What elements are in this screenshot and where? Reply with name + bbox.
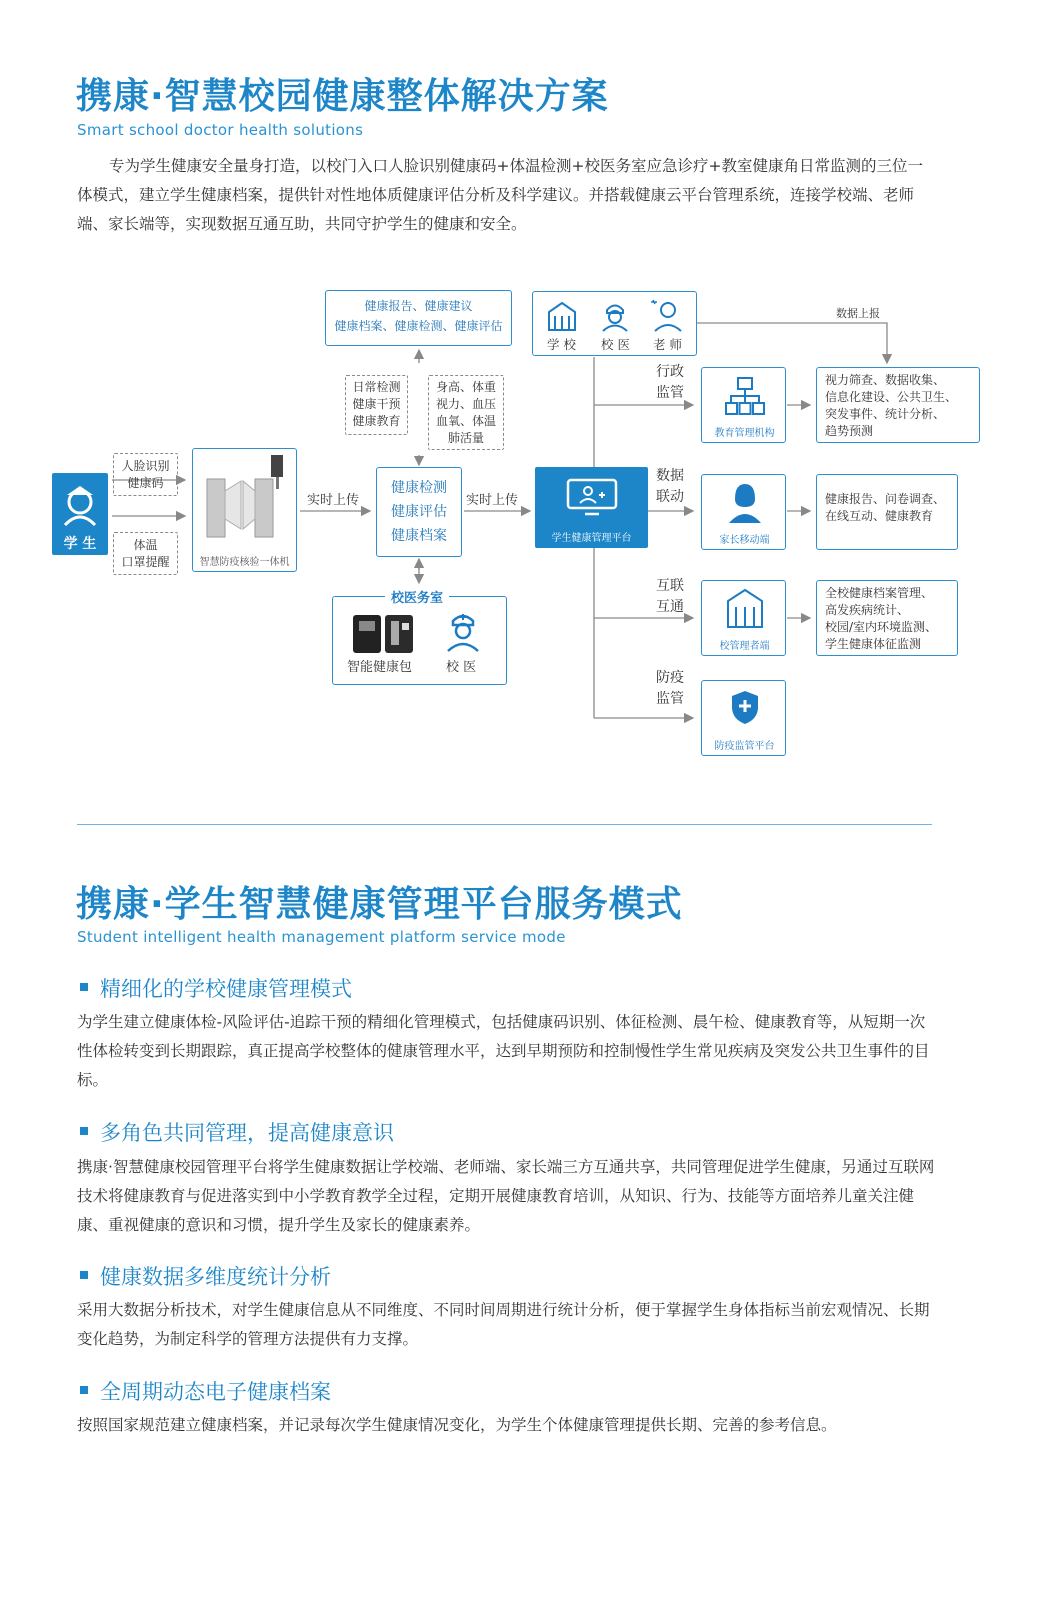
role-school: 学 校 <box>547 337 576 352</box>
daily-box <box>345 375 408 435</box>
section1-subtitle: Smart school doctor health solutions <box>77 121 364 139</box>
clinic-item-doctor: 校 医 <box>446 660 477 675</box>
desc-manager-2: 高发疾病统计、 <box>825 603 910 617</box>
desc-admin-3: 突发事件、统计分析、 <box>825 407 946 421</box>
desc-admin-2: 信息化建设、公共卫生、 <box>825 390 958 404</box>
item2-text: 携康·智慧健康校园管理平台将学生健康数据让学校端、老师端、家长端三方互通共享，共同管理促进学生健康，另通过互联网技术将健康教育与促进落实到中小学教育教学全过程，定期开展健康教育培训，从知识、行为、技能等方面培养儿童关注健康、重视健康的意识和习惯，提升学生及家长的健康素养。 <box>77 1158 935 1234</box>
item3-heading-text: 健康数据多维度统计分析 <box>100 1265 331 1289</box>
desc-manager <box>816 580 958 656</box>
daily-line2: 健康干预 <box>352 397 401 411</box>
desc-manager-3: 校园/室内环境监测、 <box>825 620 938 634</box>
doctor-icon <box>598 300 632 332</box>
branch-epidemic-label-1: 防疫 <box>656 670 684 686</box>
desc-manager-1: 全校健康档案管理、 <box>825 586 934 600</box>
shield-icon <box>730 689 760 725</box>
metrics-line4: 肺活量 <box>447 431 484 445</box>
role-teacher: 老 师 <box>653 337 682 352</box>
node-epidemic-caption: 防疫监管平台 <box>714 741 775 752</box>
center-health-box <box>376 467 462 557</box>
gate-caption: 智慧防疫核验一体机 <box>199 557 290 568</box>
node-education-bureau <box>701 367 786 443</box>
temp-mask-box <box>113 532 178 575</box>
item3-heading <box>80 1261 331 1291</box>
item2-heading <box>80 1117 394 1147</box>
upload-label-1: 实时上传 <box>307 493 360 508</box>
branch-interconnect-label-2: 互通 <box>656 599 684 615</box>
desc-admin <box>816 367 980 443</box>
face-id-box <box>113 453 178 496</box>
school-icon <box>545 300 579 332</box>
health-kit-icon <box>351 611 417 657</box>
metrics-line2: 视力、血压 <box>435 397 496 411</box>
clinic-box <box>332 591 507 685</box>
branch-admin-label-1: 行政 <box>656 364 684 380</box>
center-line1: 健康检测 <box>391 480 447 496</box>
section1-intro: 专为学生健康安全量身打造，以校门入口人脸识别健康码+体温检测+校医务室应急诊疗+教室健康角日常监测的三位一体模式，建立学生健康档案，提供针对性地体质健康评估分析及科学建议。并搭载健康云平台管理系统，连接学校端、老师端、家长端等，实现数据互通互助，共同守护学生的健康和安全。 <box>77 157 923 233</box>
section1-title: 携康·智慧校园健康整体解决方案 <box>76 76 609 117</box>
desc-manager-4: 学生健康体征监测 <box>825 637 922 651</box>
student-icon <box>52 473 108 529</box>
gate-node <box>192 448 297 572</box>
desc-parent-2: 在线互动、健康教育 <box>825 509 934 523</box>
face-id-line2: 健康码 <box>127 476 164 490</box>
node-epidemic-platform <box>701 680 786 756</box>
desc-admin-1: 视力筛查、数据收集、 <box>825 373 946 387</box>
item4-heading <box>80 1376 331 1406</box>
desc-parent-1: 健康报告、问卷调查、 <box>825 492 946 506</box>
bullet-square <box>80 1386 88 1394</box>
node-parent-caption: 家长移动端 <box>719 535 770 546</box>
roles-box <box>532 291 697 356</box>
clinic-item-kit: 智能健康包 <box>347 660 413 675</box>
role-doctor: 校 医 <box>601 337 630 352</box>
report-box <box>325 290 512 346</box>
metrics-box <box>428 375 504 450</box>
clinic-title: 校医务室 <box>385 587 449 606</box>
daily-line3: 健康教育 <box>352 414 401 428</box>
report-line1: 健康报告、健康建议 <box>364 299 473 313</box>
bullet-square <box>80 1127 88 1135</box>
temp-line2: 口罩提醒 <box>121 555 170 569</box>
temp-line1: 体温 <box>133 538 158 552</box>
branch-data-label <box>656 466 684 508</box>
item3-text: 采用大数据分析技术，对学生健康信息从不同维度、不同时间周期进行统计分析，便于掌握学生身体指标当前宏观情况、长期变化趋势，为制定科学的管理方法提供有力支撑。 <box>77 1301 930 1348</box>
arrow-data-report <box>697 323 887 363</box>
center-line2: 健康评估 <box>391 504 447 520</box>
daily-line1: 日常检测 <box>352 380 401 394</box>
desc-parent <box>816 474 958 550</box>
section2-subtitle: Student intelligent health management platform service mode <box>77 928 566 946</box>
upload-label-2: 实时上传 <box>466 493 519 508</box>
parent-icon <box>726 481 764 523</box>
node-school-manager <box>701 580 786 656</box>
metrics-line3: 血氧、体温 <box>435 414 496 428</box>
data-report-label: 数据上报 <box>836 307 880 320</box>
branch-interconnect-label <box>656 576 684 618</box>
item4-text: 按照国家规范建立健康档案，并记录每次学生健康情况变化，为学生个体健康管理提供长期、完善的参考信息。 <box>77 1416 837 1434</box>
item1-text: 为学生建立健康体检-风险评估-追踪干预的精细化管理模式，包括健康码识别、体征检测、晨午检、健康教育等，从短期一次性体检转变到长期跟踪，真正提高学校整体的健康管理水平，达到早期预防和控制慢性学生常见疾病及突发公共卫生事件的目标。 <box>77 1013 930 1089</box>
platform-node <box>535 467 648 548</box>
org-chart-icon <box>724 376 766 416</box>
item2-heading-text: 多角色共同管理，提高健康意识 <box>100 1121 394 1145</box>
gate-icon <box>193 449 296 549</box>
item4-heading-text: 全周期动态电子健康档案 <box>100 1380 331 1404</box>
branch-admin-label-2: 监管 <box>656 385 684 401</box>
report-line2: 健康档案、健康检测、健康评估 <box>334 319 503 333</box>
metrics-line1: 身高、体重 <box>435 380 496 394</box>
school-doctor-icon <box>443 609 483 653</box>
face-id-line1: 人脸识别 <box>121 459 170 473</box>
item1-heading <box>80 973 352 1003</box>
desc-admin-4: 趋势预测 <box>825 424 874 438</box>
student-label: 学 生 <box>63 536 97 552</box>
node-education-caption: 教育管理机构 <box>714 428 775 439</box>
node-manager-caption: 校管理者端 <box>719 641 770 652</box>
branch-interconnect-label-1: 互联 <box>656 578 684 594</box>
building-icon <box>724 587 766 629</box>
monitor-user-icon <box>565 477 619 517</box>
platform-caption: 学生健康管理平台 <box>551 533 632 544</box>
branch-epidemic-label <box>656 668 684 710</box>
center-line3: 健康档案 <box>391 528 447 544</box>
item1-heading-text: 精细化的学校健康管理模式 <box>100 977 352 1001</box>
branch-data-label-2: 联动 <box>656 489 684 505</box>
branch-admin-label <box>656 362 684 404</box>
teacher-icon <box>649 298 685 332</box>
bullet-square <box>80 983 88 991</box>
branch-epidemic-label-2: 监管 <box>656 691 684 707</box>
student-node <box>52 473 108 555</box>
node-parent-mobile <box>701 474 786 550</box>
section2-title: 携康·学生智慧健康管理平台服务模式 <box>76 884 683 925</box>
branch-data-label-1: 数据 <box>656 468 684 484</box>
section-divider <box>77 824 932 825</box>
bullet-square <box>80 1271 88 1279</box>
